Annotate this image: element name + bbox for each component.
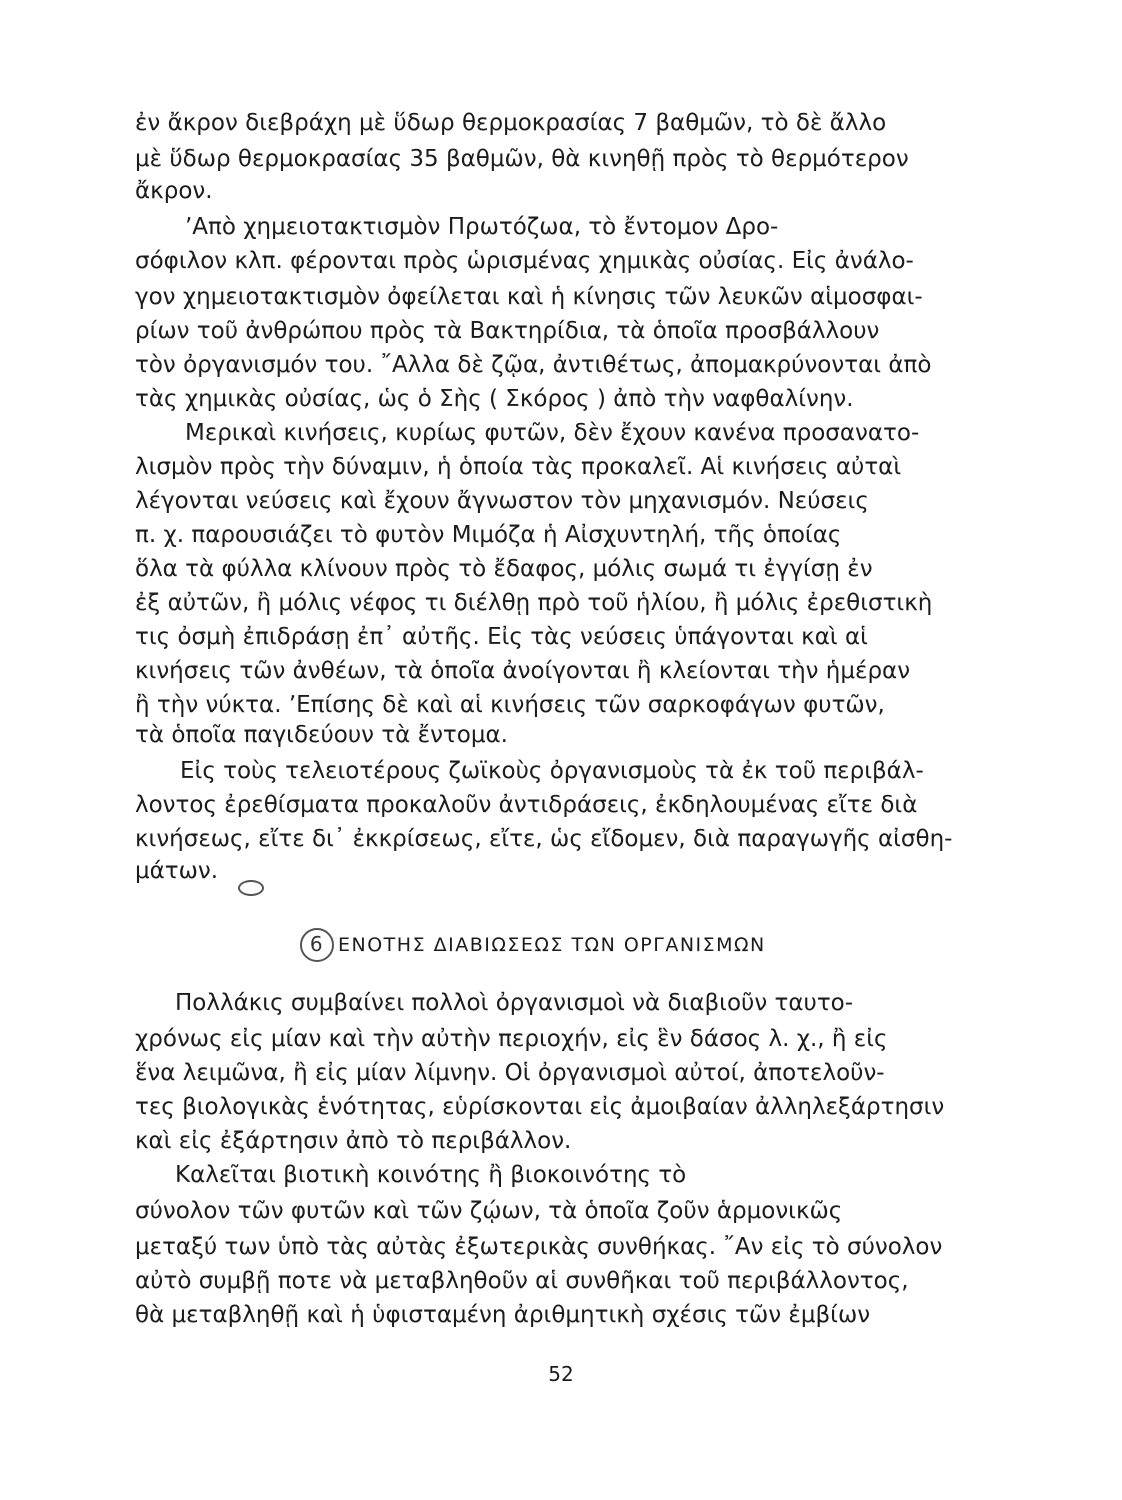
page-number: 52 xyxy=(548,1362,574,1386)
text-line: π. χ. παρουσιάζει τὸ φυτὸν Μιμόζα ἡ Αἰσχυντηλή, τῆς ὁποίας xyxy=(135,522,842,548)
text-line: μὲ ὕδωρ θερμοκρασίας 35 βαθμῶν, θὰ κινηθῇ πρὸς τὸ θερμότερον xyxy=(135,146,909,172)
text-line: μεταξύ των ὑπὸ τὰς αὐτὰς ἐξωτερικὰς συνθήκας. ῎Αν εἰς τὸ σύνολον xyxy=(135,1234,943,1260)
text-line: χρόνως εἰς μίαν καὶ τὴν αὐτὴν περιοχήν, εἰς ἓν δάσος λ. χ., ἢ εἰς xyxy=(135,1026,888,1052)
section-number: 6 xyxy=(300,928,334,962)
text-line: σύνολον τῶν φυτῶν καὶ τῶν ζῴων, τὰ ὁποῖα ζοῦν ἁρμονικῶς xyxy=(135,1198,843,1224)
text-line: λοντος ἐρεθίσματα προκαλοῦν ἀντιδράσεις, ἐκδηλουμένας εἴτε διὰ xyxy=(135,792,918,818)
text-line: καὶ εἰς ἐξάρτησιν ἀπὸ τὸ περιβάλλον. xyxy=(135,1128,572,1154)
text-line: ʼΑπὸ χημειοτακτισμὸν Πρωτόζωα, τὸ ἔντομον Δρο- xyxy=(185,214,779,240)
text-line: τὰ ὁποῖα παγιδεύουν τὰ ἔντομα. xyxy=(135,722,508,748)
text-line: σόφιλον κλπ. φέρονται πρὸς ὡρισμένας χημικὰς οὐσίας. Εἰς ἀνάλο- xyxy=(135,248,914,274)
section-heading xyxy=(300,928,766,962)
text-line: λέγονται νεύσεις καὶ ἔχουν ἄγνωστον τὸν μηχανισμόν. Νεύσεις xyxy=(135,488,869,514)
text-line: ἕνα λειμῶνα, ἢ εἰς μίαν λίμνην. Οἱ ὀργανισμοὶ αὐτοί, ἀποτελοῦν- xyxy=(135,1060,885,1086)
text-line: ἐξ αὐτῶν, ἢ μόλις νέφος τι διέλθῃ πρὸ τοῦ ἡλίου, ἢ μόλις ἐρεθιστικὴ xyxy=(135,590,933,616)
ornament-icon xyxy=(238,880,264,896)
text-line: ἢ τὴν νύκτα. ʼΕπίσης δὲ καὶ αἱ κινήσεις τῶν σαρκοφάγων φυτῶν, xyxy=(135,692,885,718)
text-line: Εἰς τοὺς τελειοτέρους ζωϊκοὺς ὀργανισμοὺς τὰ ἐκ τοῦ περιβάλ- xyxy=(180,758,924,784)
text-line: μάτων. xyxy=(135,858,219,884)
text-line: ρίων τοῦ ἀνθρώπου πρὸς τὰ Βακτηρίδια, τὰ ὁποῖα προσβάλλουν xyxy=(135,318,880,344)
text-line: κινήσεις τῶν ἀνθέων, τὰ ὁποῖα ἀνοίγονται ἢ κλείονται τὴν ἡμέραν xyxy=(135,658,911,684)
text-line: θὰ μεταβληθῇ καὶ ἡ ὑφισταμένη ἀριθμητικὴ σχέσις τῶν ἐμβίων xyxy=(135,1302,871,1328)
text-line: τες βιολογικὰς ἑνότητας, εὑρίσκονται εἰς ἀμοιβαίαν ἀλληλεξάρτησιν xyxy=(135,1094,945,1120)
text-line: τὸν ὀργανισμόν του. ῎Αλλα δὲ ζῷα, ἀντιθέτως, ἀπομακρύνονται ἀπὸ xyxy=(135,352,932,378)
text-line: ὅλα τὰ φύλλα κλίνουν πρὸς τὸ ἔδαφος, μόλις σωμά τι ἐγγίσῃ ἐν xyxy=(135,556,873,582)
text-line: τὰς χημικὰς οὐσίας, ὡς ὁ Σὴς ( Σκόρος ) ἀπὸ τὴν ναφθαλίνην. xyxy=(135,386,854,412)
text-line: Καλεῖται βιοτικὴ κοινότης ἢ βιοκοινότης τὸ xyxy=(175,1162,687,1188)
text-line: ἄκρον. xyxy=(135,178,213,204)
text-line: τις ὀσμὴ ἐπιδράσῃ ἐπ᾿ αὐτῆς. Εἰς τὰς νεύσεις ὑπάγονται καὶ αἱ xyxy=(135,624,868,650)
section-title: ΕΝΟΤΗΣ ΔΙΑΒΙΩΣΕΩΣ ΤΩΝ ΟΡΓΑΝΙΣΜΩΝ xyxy=(338,934,766,956)
text-line: αὐτὸ συμβῇ ποτε νὰ μεταβληθοῦν αἱ συνθῆκαι τοῦ περιβάλλοντος, xyxy=(135,1268,909,1294)
text-line: ἐν ἄκρον διεβράχη μὲ ὕδωρ θερμοκρασίας 7 βαθμῶν, τὸ δὲ ἄλλο xyxy=(135,110,887,136)
text-line: κινήσεως, εἴτε δι᾿ ἐκκρίσεως, εἴτε, ὡς εἴδομεν, διὰ παραγωγῆς αἰσθη- xyxy=(135,826,953,852)
text-line: Πολλάκις συμβαίνει πολλοὶ ὀργανισμοὶ νὰ διαβιοῦν ταυτο- xyxy=(175,990,854,1016)
text-line: λισμὸν πρὸς τὴν δύναμιν, ἡ ὁποία τὰς προκαλεῖ. Αἱ κινήσεις αὐταὶ xyxy=(135,454,902,480)
text-line: Μερικαὶ κινήσεις, κυρίως φυτῶν, δὲν ἔχουν κανένα προσανατο- xyxy=(185,420,920,446)
text-line: γον χημειοτακτισμὸν ὀφείλεται καὶ ἡ κίνησις τῶν λευκῶν αἱμοσφαι- xyxy=(135,284,923,310)
